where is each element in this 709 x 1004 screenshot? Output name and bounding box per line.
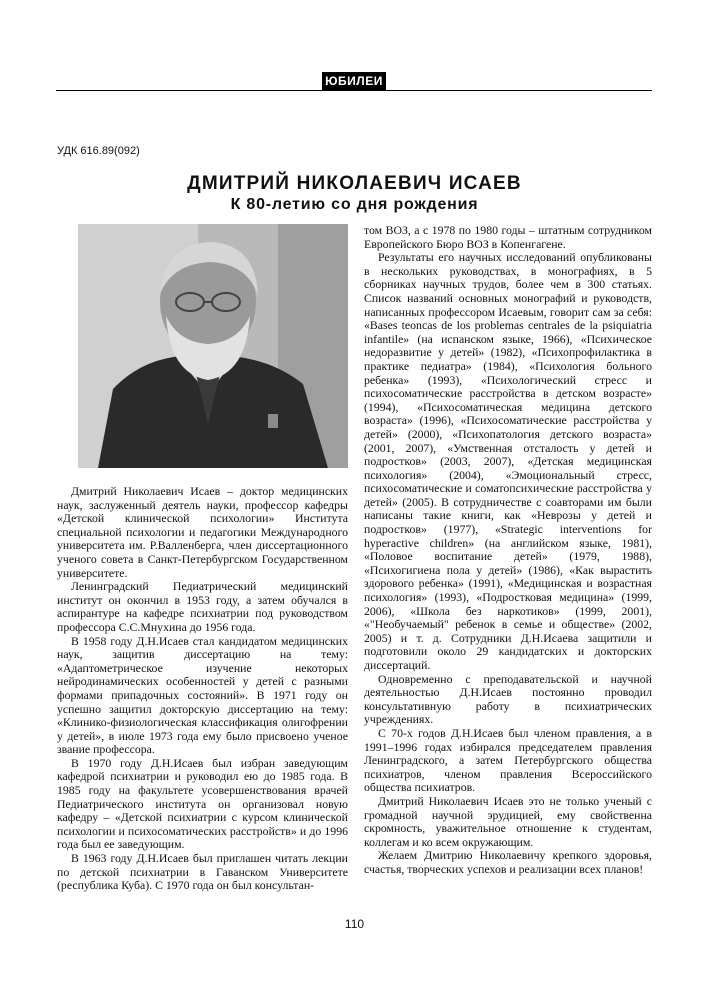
header-rule bbox=[56, 90, 652, 91]
paragraph: Желаем Дмитрию Николаевичу крепкого здоровья, счастья, творческих успехов и реализации всех планов! bbox=[364, 848, 652, 876]
article-title: ДМИТРИЙ НИКОЛАЕВИЧ ИСАЕВ bbox=[187, 173, 522, 194]
article-subtitle: К 80-летию со дня рождения bbox=[230, 196, 479, 213]
right-column bbox=[364, 224, 652, 877]
portrait-illustration bbox=[78, 224, 348, 468]
page-number: 110 bbox=[344, 917, 365, 931]
paragraph: Ленинградский Педиатрический медицинский институт он окончил в 1953 году, а затем обучался в аспирантуре на кафедре психиатрии под руководством профессора С.С.Мнухина до 1956 года. bbox=[57, 579, 348, 634]
paragraph: В 1963 году Д.Н.Исаев был приглашен читать лекции по детской психиатрии в Гаванском Университете (республика Куба). С 1970 года он был консультан- bbox=[57, 851, 348, 893]
paragraph: Дмитрий Николаевич Исаев – доктор медицинских наук, заслуженный деятель науки, профессор кафедры «Детской клинической психологии» Института специальной психологии и педагогики Международного университета им. Р.Валленберга, член диссертационного ученого совета в Санкт-Петербургском Государственном университете. bbox=[57, 484, 348, 580]
paragraph: Дмитрий Николаевич Исаев это не только ученый с громадной научной эрудицией, ему свойственна скромность, уважительное отношение к студентам, коллегам и ко всем окружающим. bbox=[364, 793, 652, 849]
portrait-photo bbox=[78, 224, 348, 468]
section-label: ЮБИЛЕИ bbox=[322, 72, 386, 90]
paragraph: Результаты его научных исследований опубликованы в нескольких руководствах, в монографиях, в 5 сборниках научных трудов, более чем в 300 статьях. Список названий основных монографий и руководств, написанных профессором Исаевым, говорит сам за себя: «Bases teoncas de los problemas centrales de la psiquiatria infantile» (на испанском языке, 1966), «Психическое недоразвитие у детей» (1982), «Психопрофилактика в практике педиатра» (1984), «Психология больного ребенка» (1993), «Психологический стресс и психосоматические расстройства в детском возрасте» (1994), «Психосоматическая медицина детского возраста» (1996), «Психосоматические расстройства у детей» (2000), «Психопатология детского возраста» (2001, 2007), «Умственная отсталость у детей и подростков» (2003, 2007), «Детская медицинская психология» (2004), «Эмоциональный стресс, психосоматические и соматопсихические расстройства у детей» (2005). В сотрудничестве с соавторами им были написаны такие книги, как «Неврозы у детей и подростков» (1977), «Strategic interventions for hyperactive children» (на английском языке, 1981), «Половое воспитание детей» (1979, 1988), «Психогигиена пола у детей» (1986), «Как вырастить здорового ребенка» (1991), «Медицинская и возрастная психология» (1993), «Подростковая медицина» (1999, 2006), «Школа без наркотиков» (1999, 2001), «"Необучаемый" ребенок в семье и обществе» (2002, 2005) и т. д. Сотрудники Д.Н.Исаева защитили и подготовили около 29 кандидатских и докторских диссертаций. bbox=[364, 250, 652, 672]
left-column bbox=[57, 485, 348, 893]
paragraph: С 70-х годов Д.Н.Исаев был членом правления, а в 1991–1996 годах избирался председателем правления Ленинградского, а затем Петербургского общества психиатров, членом правления Всероссийского общества психиатров. bbox=[364, 725, 652, 795]
paragraph: Одновременно с преподавательской и научной деятельностью Д.Н.Исаев постоянно проводил консультативную работу в психиатрических учреждениях. bbox=[364, 671, 652, 727]
udc-code: УДК 616.89(092) bbox=[57, 145, 140, 157]
paragraph: В 1958 году Д.Н.Исаев стал кандидатом медицинских наук, защитив диссертацию на тему: «Адаптометрическое изучение некоторых нейродинамических особенностей у детей с разными формами припадочных состояний». В 1971 году он успешно защитил докторскую диссертацию на тему: «Клинико-физиологическая классификация олигофрении у детей», в июле 1973 года ему было присвоено ученое звание профессора. bbox=[57, 633, 348, 757]
paragraph: том ВОЗ, а с 1978 по 1980 годы – штатным сотрудником Европейского Бюро ВОЗ в Копенгагене. bbox=[364, 223, 652, 251]
paragraph: В 1970 году Д.Н.Исаев был избран заведующим кафедрой психиатрии и руководил ею до 1985 года. В 1985 году на факультете усовершенствования врачей Педиатрического института он организовал новую кафедру – «Детской психиатрии с курсом клинической психологии и психосоматических расстройств» и до 1996 года был ее заведующим. bbox=[57, 755, 348, 852]
